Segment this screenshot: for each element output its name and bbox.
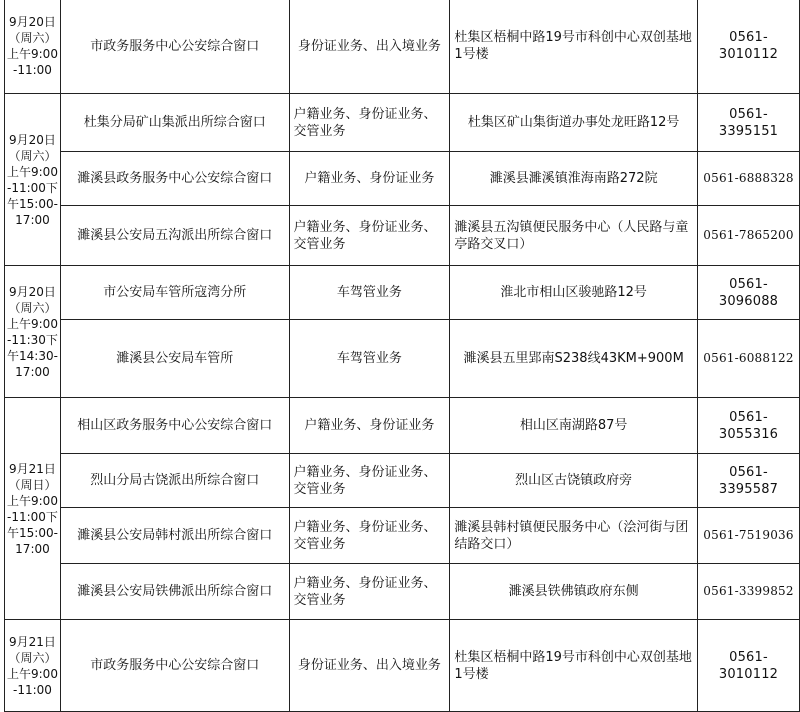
location-cell: 市公安局车管所寇湾分所 <box>60 266 289 320</box>
phone-cell: 0561-3055316 <box>698 398 800 454</box>
address-cell <box>450 620 698 712</box>
business-text: 户籍业务、身份证业务、交管业务 <box>293 106 437 139</box>
business-cell <box>289 320 450 398</box>
location-cell: 烈山分局古饶派出所综合窗口 <box>60 454 289 508</box>
phone-cell: 0561-3010112 <box>698 0 800 94</box>
address-text: 濉溪县五沟镇便民服务中心（人民路与童亭路交叉口） <box>454 219 689 252</box>
business-cell <box>289 152 450 206</box>
address-text: 烈山区古饶镇政府旁 <box>515 473 633 488</box>
location-cell: 市政务服务中心公安综合窗口 <box>60 0 289 94</box>
address-cell <box>450 0 698 94</box>
table-row <box>5 266 800 320</box>
location-cell: 濉溪县公安局铁佛派出所综合窗口 <box>60 564 289 620</box>
address-text: 杜集区矿山集街道办事处龙旺路12号 <box>467 115 680 130</box>
phone-cell: 0561-6888328 <box>698 152 800 206</box>
table-row <box>5 620 800 712</box>
address-text: 杜集区梧桐中路19号市科创中心双创基地1号楼 <box>454 30 692 62</box>
address-text: 杜集区梧桐中路19号市科创中心双创基地1号楼 <box>454 649 692 682</box>
address-cell <box>450 320 698 398</box>
time-cell: 9月21日（周六）上午9:00-11:00 <box>5 620 61 712</box>
business-text: 车驾管业务 <box>336 351 402 366</box>
business-cell <box>289 266 450 320</box>
location-cell: 市政务服务中心公安综合窗口 <box>60 620 289 712</box>
address-cell <box>450 94 698 152</box>
business-text: 身份证业务、出入境业务 <box>297 38 441 54</box>
table-row <box>5 206 800 266</box>
business-cell <box>289 206 450 266</box>
location-cell: 濉溪县政务服务中心公安综合窗口 <box>60 152 289 206</box>
table-row <box>5 94 800 152</box>
location-cell: 杜集分局矿山集派出所综合窗口 <box>60 94 289 152</box>
address-text: 濉溪县铁佛镇政府东侧 <box>508 584 639 599</box>
address-cell <box>450 454 698 508</box>
service-schedule-table <box>4 0 800 712</box>
time-cell: 9月20日（周六）上午9:00-11:00下午15:00-17:00 <box>5 94 61 266</box>
business-text: 户籍业务、身份证业务 <box>304 418 435 433</box>
table-row <box>5 398 800 454</box>
phone-cell: 0561-3399852 <box>698 564 800 620</box>
business-cell <box>289 454 450 508</box>
time-cell: 9月21日（周日）上午9:00-11:00下午15:00-17:00 <box>5 398 61 620</box>
business-cell <box>289 0 450 94</box>
address-cell <box>450 152 698 206</box>
business-text: 户籍业务、身份证业务、交管业务 <box>293 219 437 252</box>
location-cell: 相山区政务服务中心公安综合窗口 <box>60 398 289 454</box>
address-cell <box>450 266 698 320</box>
phone-cell: 0561-7865200 <box>698 206 800 266</box>
address-text: 淮北市相山区骏驰路12号 <box>500 285 647 300</box>
table-row <box>5 564 800 620</box>
address-text: 濉溪县韩村镇便民服务中心（浍河街与团结路交口） <box>454 519 689 552</box>
business-text: 户籍业务、身份证业务、交管业务 <box>293 464 437 497</box>
business-cell <box>289 508 450 564</box>
table-row <box>5 508 800 564</box>
time-cell: 9月20日（周六）上午9:00-11:30下午14:30-17:00 <box>5 266 61 398</box>
address-cell <box>450 508 698 564</box>
phone-cell: 0561-7519036 <box>698 508 800 564</box>
business-cell <box>289 398 450 454</box>
business-text: 户籍业务、身份证业务 <box>304 171 435 186</box>
location-cell: 濉溪县公安局五沟派出所综合窗口 <box>60 206 289 266</box>
address-text: 相山区南湖路87号 <box>519 418 628 433</box>
phone-cell: 0561-3395587 <box>698 454 800 508</box>
address-cell <box>450 564 698 620</box>
phone-cell: 0561-3395151 <box>698 94 800 152</box>
business-cell <box>289 564 450 620</box>
business-text: 车驾管业务 <box>336 285 402 300</box>
table-row <box>5 320 800 398</box>
location-cell: 濉溪县公安局车管所 <box>60 320 289 398</box>
address-cell <box>450 206 698 266</box>
phone-cell: 0561-3010112 <box>698 620 800 712</box>
time-cell: 9月20日（周六）上午9:00-11:00 <box>5 0 61 94</box>
table-row <box>5 0 800 94</box>
business-text: 户籍业务、身份证业务、交管业务 <box>293 575 437 608</box>
business-cell <box>289 620 450 712</box>
phone-cell: 0561-6088122 <box>698 320 800 398</box>
address-text: 濉溪县五里郢南S238线43KM+900M <box>463 351 684 366</box>
business-text: 户籍业务、身份证业务、交管业务 <box>293 519 437 552</box>
table-row <box>5 454 800 508</box>
address-text: 濉溪县濉溪镇淮海南路272院 <box>489 171 658 186</box>
address-cell <box>450 398 698 454</box>
location-cell: 濉溪县公安局韩村派出所综合窗口 <box>60 508 289 564</box>
table-body <box>5 0 800 712</box>
business-text: 身份证业务、出入境业务 <box>297 658 441 673</box>
phone-cell: 0561-3096088 <box>698 266 800 320</box>
table-row <box>5 152 800 206</box>
business-cell <box>289 94 450 152</box>
